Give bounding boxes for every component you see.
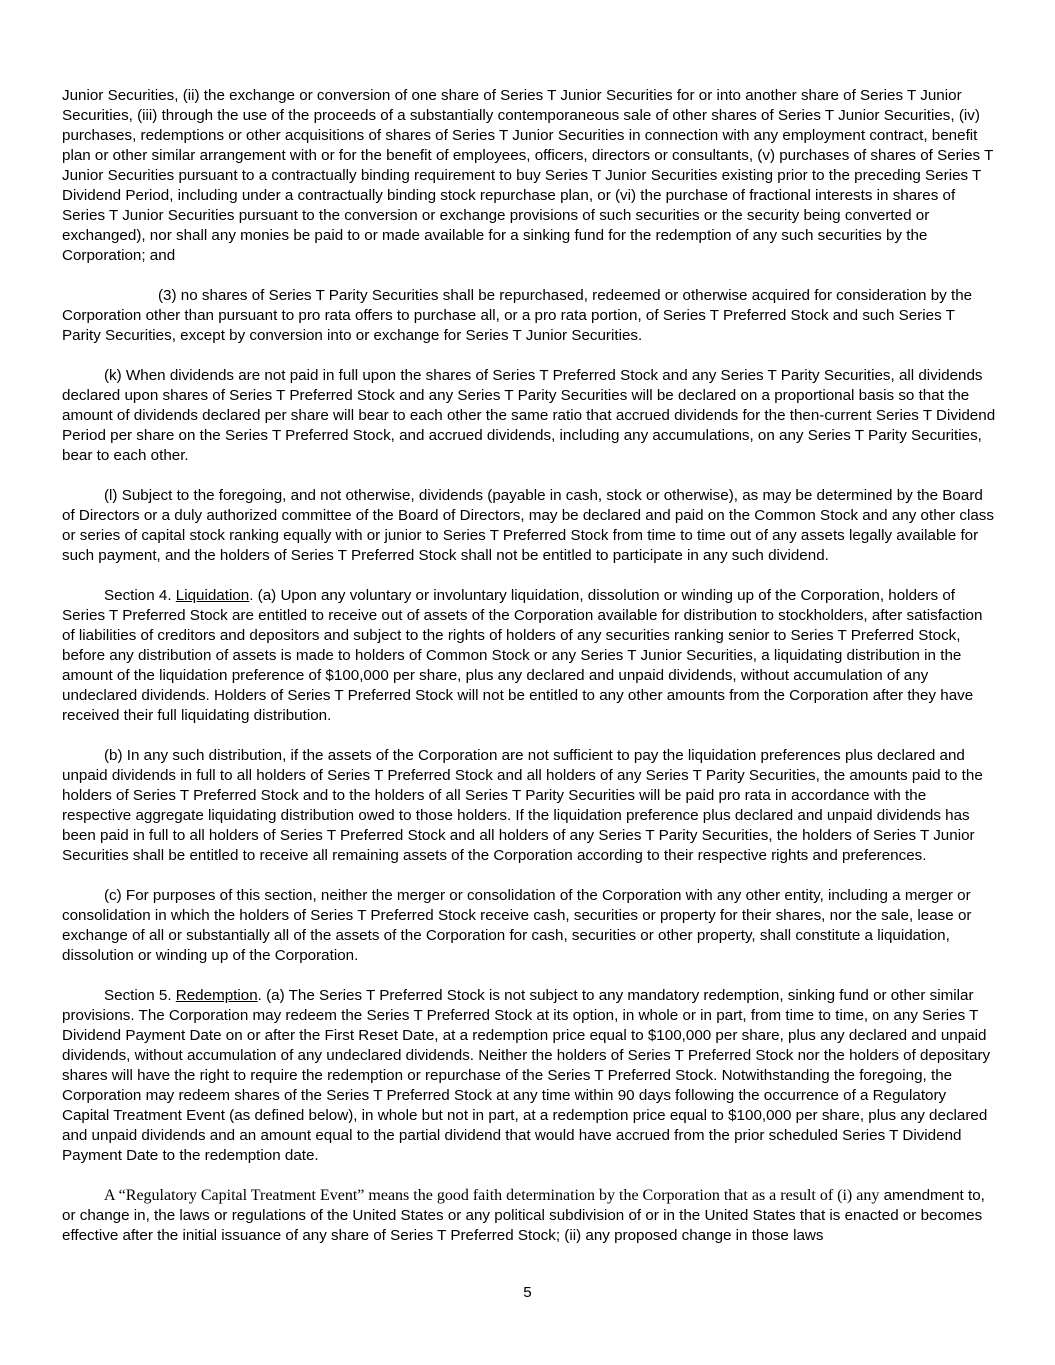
section-5-text: . (a) The Series T Preferred Stock is not subject to any mandatory redemption, sinking fund or other similar provisions. The Corporation may redeem the Series T Preferred Stock at its option, in whole or in part, from time to time, on any Series T Dividend Payment Date on or after the First Reset Date, at a redemption price equal to $100,000 per share, plus any declared and unpaid dividends, without accumulation of any undeclared dividends. Neither the holders of Series T Preferred Stock nor the holders of depositary shares will have the right to require the redemption or repurchase of the Series T Preferred Stock. Notwithstanding the foregoing, the Corporation may redeem shares of the Series T Preferred Stock at any time within 90 days following the occurrence of a Regulatory Capital Treatment Event (as defined below), in whole but not in part, at a redemption price equal to $100,000 per share, plus any declared and unpaid dividends and an amount equal to the partial dividend that would have accrued from the prior scheduled Series T Dividend Payment Date to the redemption date. [62, 987, 991, 1164]
document-page [62, 86, 996, 1266]
paragraph-k-dividends-not-paid-in-full: (k) When dividends are not paid in full upon the shares of Series T Preferred Stock and any Series T Parity Securities, all dividends declared upon shares of Series T Preferred Stock and any Series T Parity Securities will be declared on a proportional basis so that the amount of dividends declared per share will bear to each other the same ratio that accrued dividends for the then-current Series T Dividend Period per share on the Series T Preferred Stock, and accrued dividends, including any accumulations, on any Series T Parity Securities, bear to each other. [62, 367, 996, 464]
paragraph-b-liquidation-distribution: (b) In any such distribution, if the assets of the Corporation are not sufficient to pay the liquidation preferences plus declared and unpaid dividends in full to all holders of Series T Preferred Stock and all holders of any Series T Parity Securities, the amounts paid to the holders of Series T Preferred Stock and to the holders of all Series T Parity Securities will be paid pro rata in accordance with the respective aggregate liquidating distribution owed to those holders. If the liquidation preference plus declared and unpaid dividends has been paid in full to all holders of Series T Preferred Stock and all holders of any Series T Parity Securities, the holders of Series T Junior Securities shall be entitled to receive all remaining assets of the Corporation according to their respective rights and preferences. [62, 747, 983, 864]
section-4-label: Section 4. [104, 587, 176, 604]
regulatory-event-lead-text: A “Regulatory Capital Treatment Event” means the good faith determination by the Corporation that as a result of (i) any [104, 1187, 880, 1204]
section-4-heading-liquidation: Liquidation [175, 587, 250, 604]
section-5-label: Section 5. [104, 987, 176, 1004]
paragraph-section-5-redemption [62, 986, 996, 1166]
regulatory-event-text: amendment to, or change in, the laws or regulations of the United States or any political subdivision of or in the United States that is enacted or becomes effective after the initial issuance of any share of Series T Preferred Stock; (ii) any proposed change in those laws [62, 1187, 985, 1244]
section-5-heading-redemption: Redemption [175, 987, 258, 1004]
paragraph-regulatory-capital-treatment-event [62, 1186, 996, 1246]
page-number: 5 [523, 1284, 532, 1301]
paragraph-junior-securities-continuation: Junior Securities, (ii) the exchange or conversion of one share of Series T Junior Securities for or into another share of Series T Junior Securities, (iii) through the use of the proceeds of a substantially contemporaneous sale of other shares of Series T Junior Securities, (iv) purchases, redemptions or other acquisitions of shares of Series T Junior Securities in connection with any employment contract, benefit plan or other similar arrangement with or for the benefit of employees, officers, directors or consultants, (v) purchases of shares of Series T Junior Securities pursuant to a contractually binding requirement to buy Series T Junior Securities existing prior to the preceding Series T Dividend Period, including under a contractually binding stock repurchase plan, or (vi) the purchase of fractional interests in shares of Series T Junior Securities pursuant to the conversion or exchange provisions of such securities or the security being converted or exchanged), nor shall any monies be paid to or made available for a sinking fund for the redemption of any such securities by the Corporation; and [62, 87, 994, 264]
paragraph-c-merger-consolidation: (c) For purposes of this section, neither the merger or consolidation of the Corporation with any other entity, including a merger or consolidation in which the holders of Series T Preferred Stock receive cash, securities or property for their shares, nor the sale, lease or exchange of all or substantially all of the assets of the Corporation for cash, securities or other property, shall constitute a liquidation, dissolution or winding up of the Corporation. [62, 887, 972, 964]
paragraph-l-dividends-common-stock: (l) Subject to the foregoing, and not otherwise, dividends (payable in cash, stock or otherwise), as may be determined by the Board of Directors or a duly authorized committee of the Board of Directors, may be declared and paid on the Common Stock and any other class or series of capital stock ranking equally with or junior to Series T Preferred Stock from time to time out of any assets legally available for such payment, and the holders of Series T Preferred Stock shall not be entitled to participate in any such dividend. [62, 487, 994, 564]
paragraph-section-4-liquidation [62, 586, 996, 726]
section-4-text: . (a) Upon any voluntary or involuntary liquidation, dissolution or winding up of the Corporation, holders of Series T Preferred Stock are entitled to receive out of assets of the Corporation available for distribution to stockholders, after satisfaction of liabilities of creditors and depositors and subject to the rights of holders of any securities ranking senior to Series T Preferred Stock, before any distribution of assets is made to holders of Common Stock or any Series T Junior Securities, a liquidating distribution in the amount of the liquidation preference of $100,000 per share, plus any declared and unpaid dividends, without accumulation of any undeclared dividends. Holders of Series T Preferred Stock will not be entitled to any other amounts from the Corporation after they have received their full liquidating distribution. [62, 587, 983, 724]
paragraph-clause-3-parity-securities: (3) no shares of Series T Parity Securities shall be repurchased, redeemed or otherwise acquired for consideration by the Corporation other than pursuant to pro rata offers to purchase all, or a pro rata portion, of Series T Preferred Stock and such Series T Parity Securities, except by conversion into or exchange for Series T Junior Securities. [62, 287, 973, 344]
